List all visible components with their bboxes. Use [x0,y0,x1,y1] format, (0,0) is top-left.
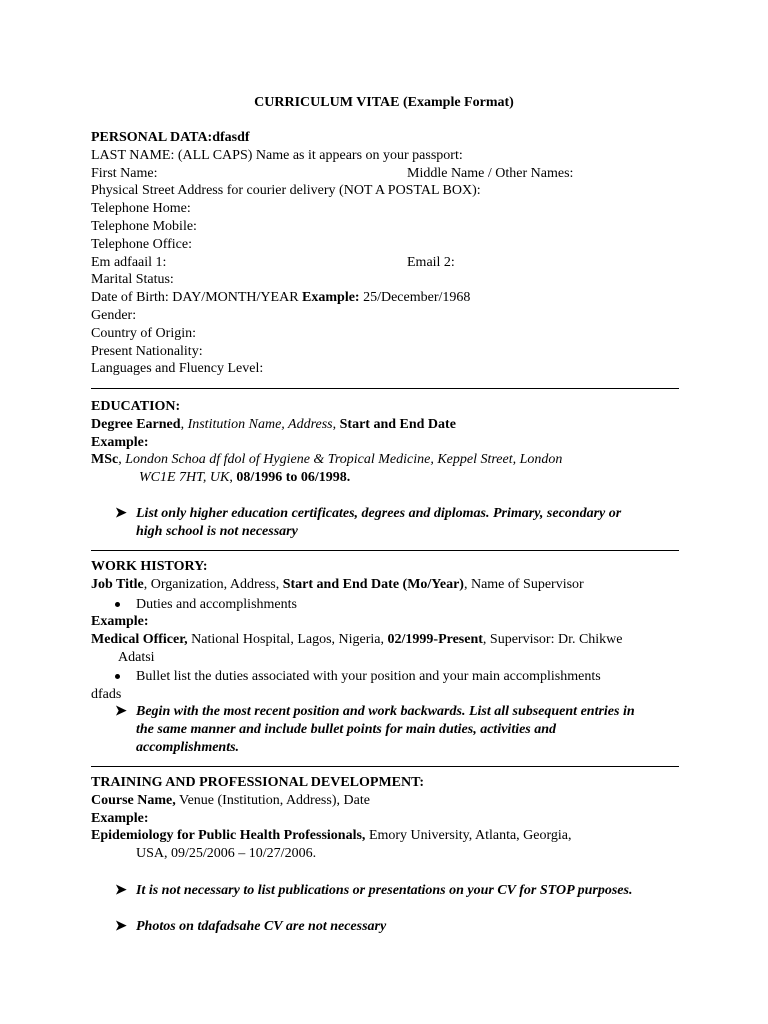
education-note-line1: List only higher education certificates, degrees and diplomas. Primary, secondary or [136,506,622,521]
work-example [91,613,679,666]
supervisor-format: , Name of Supervisor [463,576,584,592]
separator: , [180,416,188,432]
section-divider [91,388,679,389]
last-name-field: LAST NAME: (ALL CAPS) Name as it appears on your passport: [91,147,463,163]
document-title: CURRICULUM VITAE (Example Format) [254,95,514,110]
example-job-title: Medical Officer, [91,631,188,647]
personal-heading-extra: dfasdf [212,130,250,145]
arrow-bullet-icon: ➤ [115,506,127,521]
venue-format: Venue (Institution, Address), Date [175,792,370,808]
work-note-line1: Begin with the most recent position and work backwards. List all subsequent entries in [136,704,635,719]
separator: , [229,470,237,486]
example-institution: London Schoa df fdol of Hygiene & Tropical Medicine, Keppel Street, London [125,452,563,468]
publications-note-text: It is not necessary to list publications or presentations on your CV for STOP purposes. [136,883,633,898]
arrow-bullet-icon: ➤ [115,704,127,719]
personal-data-section [91,129,679,378]
section-divider [91,766,679,767]
training-example-line2: USA, 09/25/2006 – 10/27/2006. [136,846,317,862]
degree-format: Degree Earned [91,416,181,432]
work-note-line2: the same manner and include bullet points for main duties, activities and [136,721,557,737]
dob-field [91,289,679,307]
work-format-mid: , Organization, Address, [143,576,283,592]
training-section [91,774,679,863]
email-row [91,254,679,272]
work-heading: WORK HISTORY: [91,559,208,574]
email1-field: Em adfaail 1: [91,254,167,270]
education-format [91,416,679,434]
example-course: Epidemiology for Public Health Professionals, [91,828,366,844]
telephone-office-field: Telephone Office: [91,236,192,252]
dob-example-label: Example: [302,290,360,306]
education-example-line2 [91,469,679,487]
work-history-section [91,558,679,594]
education-section [91,398,679,487]
stray-text-row [91,686,679,704]
separator: , [332,416,340,432]
example-degree: MSc [91,452,119,468]
work-example-label: Example: [91,614,149,629]
training-format [91,792,679,810]
work-bullet-1-text: Duties and accomplishments [136,597,297,612]
arrow-bullet-icon: ➤ [115,919,127,934]
photos-note [115,918,675,936]
institution-format: Institution Name, Address [187,416,333,432]
example-organization: National Hospital, Lagos, Nigeria, [187,631,388,647]
dob-example-value: 25/December/1968 [359,290,471,306]
education-heading: EDUCATION: [91,399,181,414]
bullet-icon [115,674,120,679]
first-name-field: First Name: [91,165,158,181]
name-row [91,165,679,183]
telephone-home-field: Telephone Home: [91,201,191,217]
job-title-format: Job Title [91,576,144,592]
education-note [115,505,675,541]
separator: , [118,452,126,468]
stray-text: dfads [91,687,122,702]
example-institution-cont: WC1E 7HT, UK [139,470,230,486]
work-note [115,703,675,756]
email2-field: Email 2: [407,254,455,270]
bullet-icon [115,602,120,607]
arrow-bullet-icon: ➤ [115,883,127,898]
section-divider [91,550,679,551]
example-venue: Emory University, Atlanta, Georgia, [365,828,572,844]
example-supervisor: , Supervisor: Dr. Chikwe [482,631,623,647]
address-field: Physical Street Address for courier delivery (NOT A POSTAL BOX): [91,183,481,199]
personal-heading [91,129,679,147]
publications-note [115,882,675,900]
work-note-line3: accomplishments. [136,739,240,755]
photos-note-text: Photos on tdafadsahe CV are not necessary [136,919,387,934]
nationality-field: Present Nationality: [91,343,203,359]
dates-format: Start and End Date [339,416,456,432]
education-note-line2: high school is not necessary [136,523,298,539]
work-dates-format: Start and End Date (Mo/Year) [282,576,464,592]
education-example-label: Example: [91,434,149,450]
country-field: Country of Origin: [91,325,196,341]
dob-label: Date of Birth: DAY/MONTH/YEAR [91,290,303,306]
telephone-mobile-field: Telephone Mobile: [91,218,197,234]
training-example-label: Example: [91,810,149,826]
training-heading: TRAINING AND PROFESSIONAL DEVELOPMENT: [91,775,425,790]
course-format: Course Name, [91,792,176,808]
education-example-line1 [91,451,679,469]
personal-heading-label: PERSONAL DATA: [91,130,213,145]
work-bullet-2-text: Bullet list the duties associated with your position and your main accomplishments [136,669,601,684]
work-example-line1 [91,631,679,649]
work-format [91,576,679,594]
example-work-dates: 02/1999-Present [387,631,483,647]
languages-field: Languages and Fluency Level: [91,361,264,377]
middle-name-field: Middle Name / Other Names: [407,165,574,181]
training-example-line1 [91,827,679,845]
work-example-line2: Adatsi [118,649,155,665]
marital-status-field: Marital Status: [91,272,174,288]
gender-field: Gender: [91,307,137,323]
example-dates: 08/1996 to 06/1998. [236,470,351,486]
